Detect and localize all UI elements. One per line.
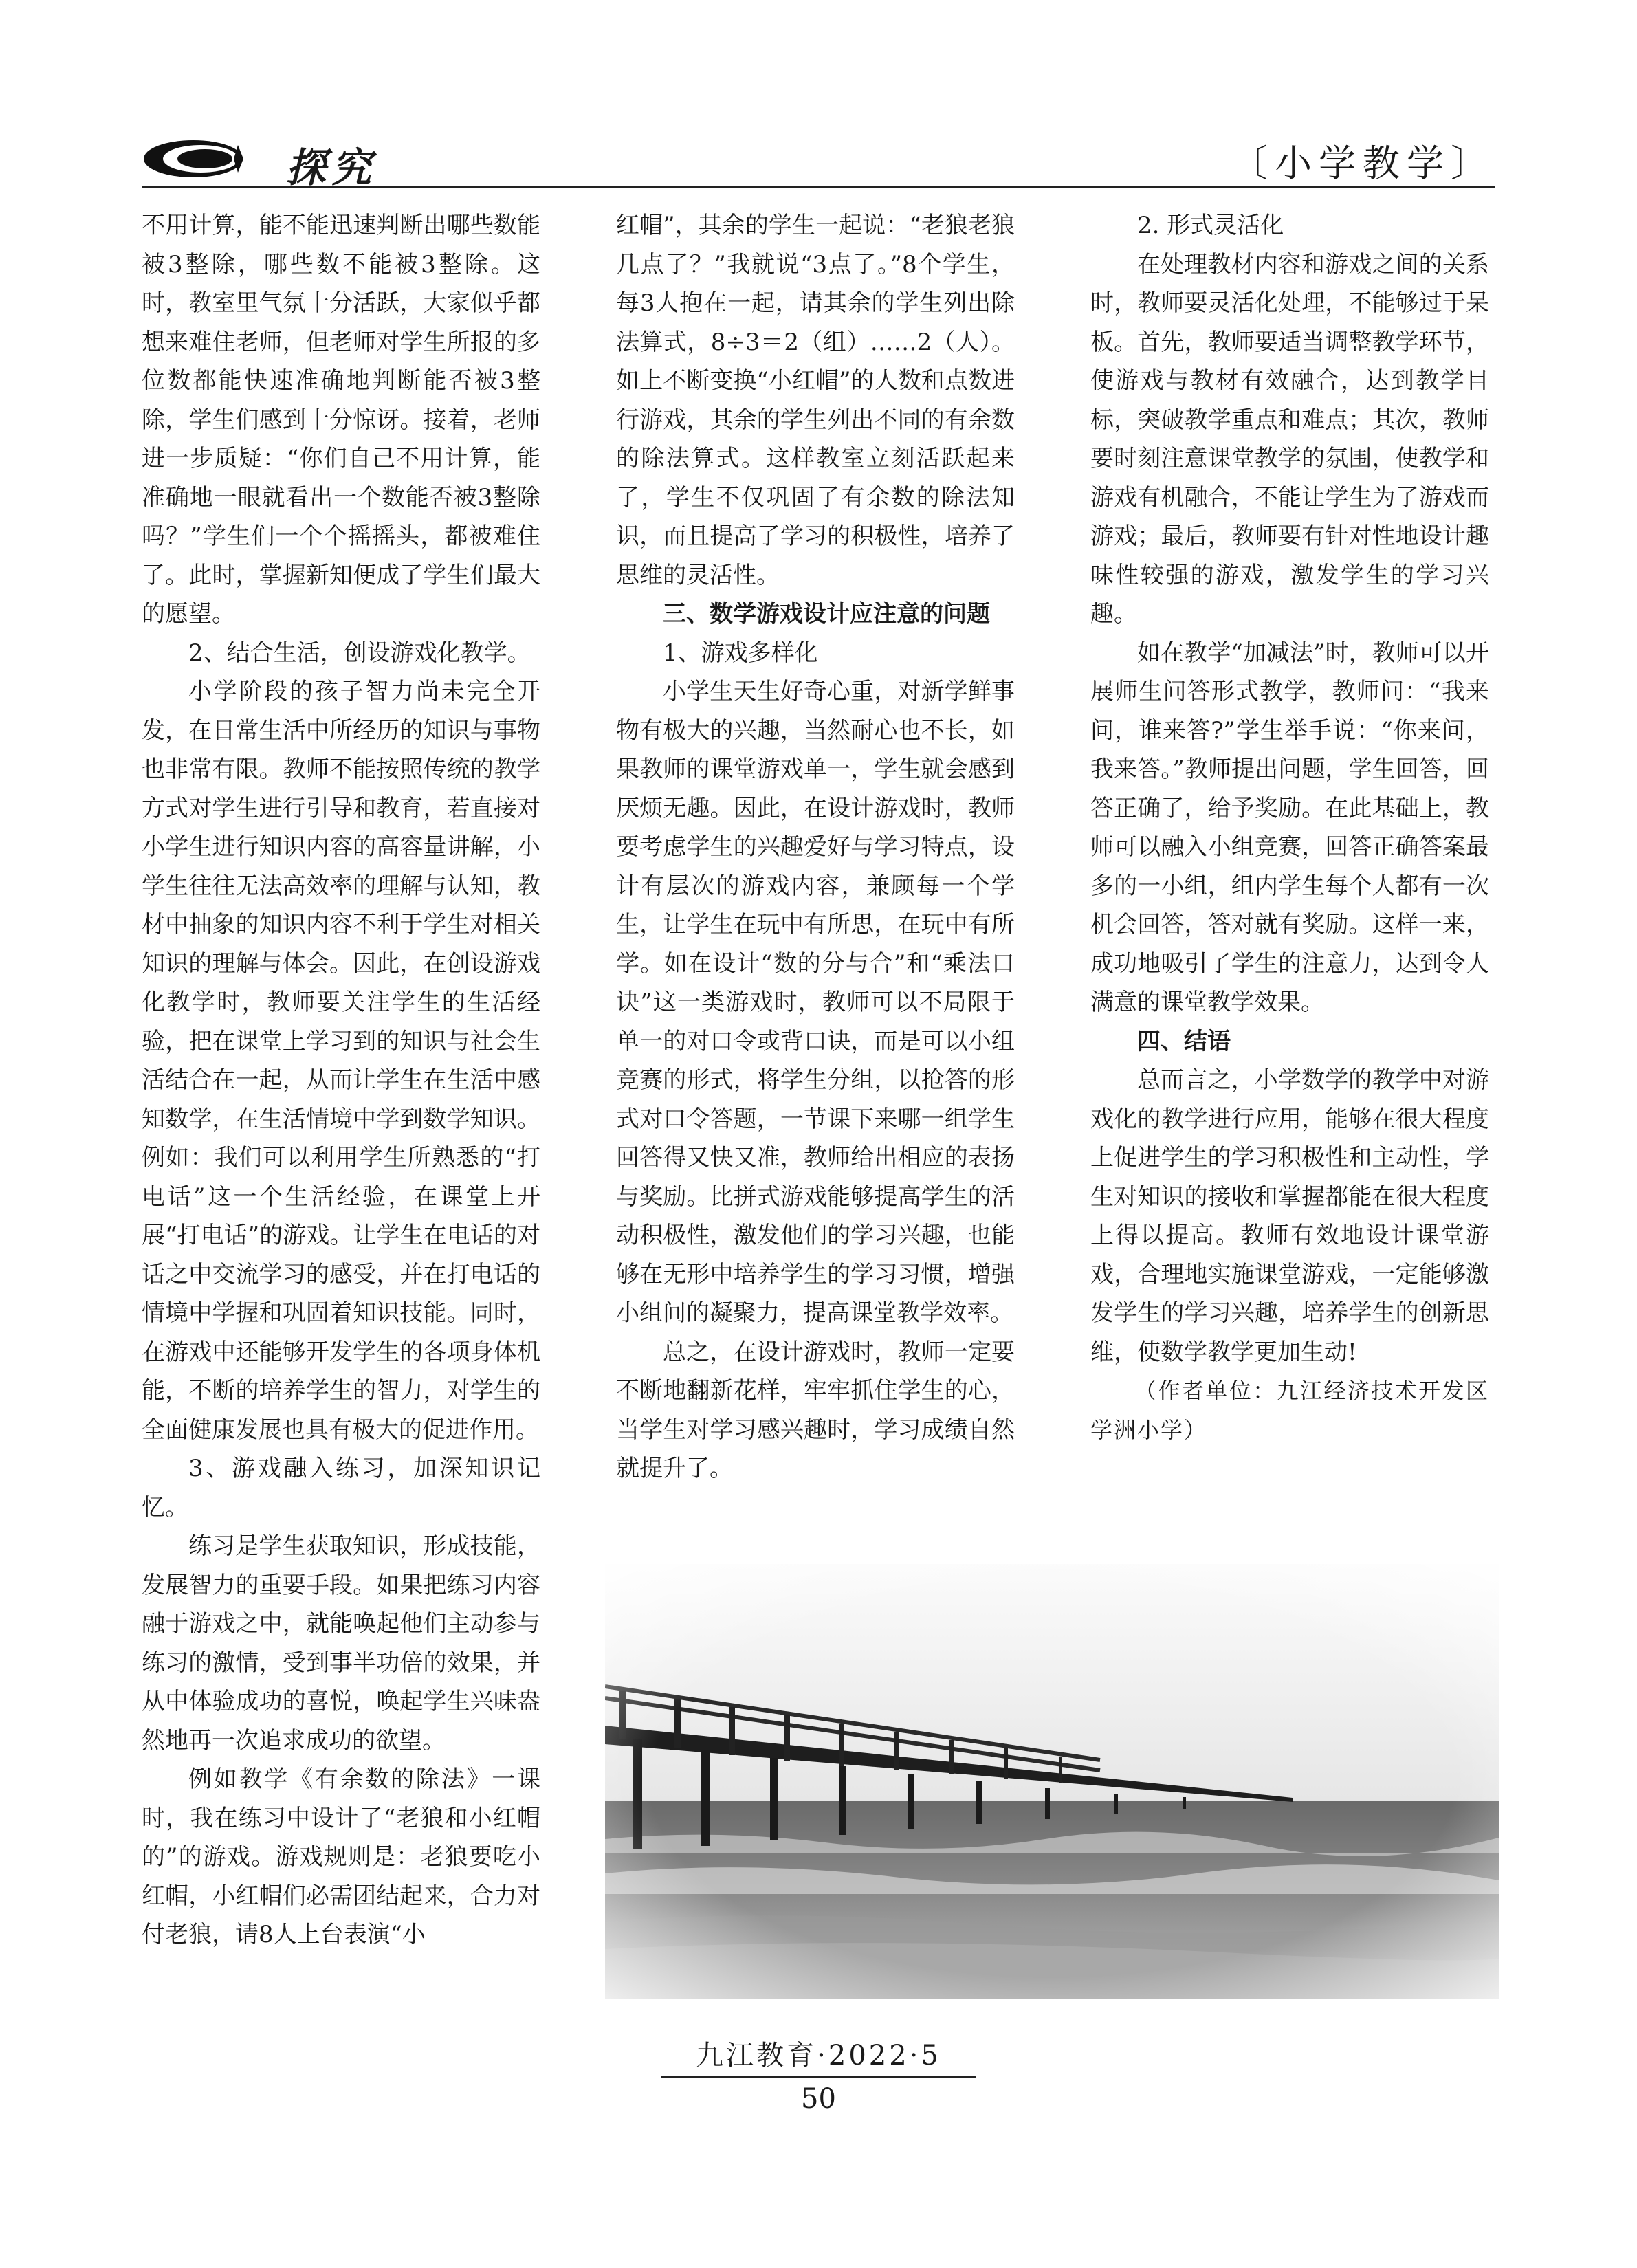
section-heading: 四、结语 <box>1137 1027 1231 1055</box>
subheading: 2、结合生活，创设游戏化教学。 <box>188 639 531 667</box>
paragraph: 小学阶段的孩子智力尚未完全开发，在日常生活中所经历的知识与事物也非常有限。教师不能按照传统的教学方式对学生进行引导和教育，若直接对小学生进行知识内容的高容量讲解，小学生往往无法高效率的理解与认知，教材中抽象的知识内容不利于学生对相关知识的理解与体会。因此，在创设游戏化教学时，教师要关注学生的生活经验，把在课堂上学习到的知识与社会生活结合在一起，从而让学生在生活中感知数学，在生活情境中学到数学知识。例如：我们可以利用学生所熟悉的“打电话”这一个生活经验，在课堂上开展“打电话”的游戏。让学生在电话的对话之中交流学习的感受，并在打电话的情境中学握和巩固着知识技能。同时，在游戏中还能够开发学生的各项身体机能，不断的培养学生的智力，对学生的全面健康发展也具有极大的促进作用。 <box>142 678 540 1444</box>
paragraph: 练习是学生获取知识，形成技能，发展智力的重要手段。如果把练习内容融于游戏之中，就能唤起他们主动参与练习的激情，受到事半功倍的效果，并从中体验成功的喜悦，唤起学生兴味盎然地再一次追求成功的欲望。 <box>142 1532 540 1754</box>
subheading: 2. 形式灵活化 <box>1137 212 1284 239</box>
paragraph: 在处理教材内容和游戏之间的关系时，教师要灵活化处理，不能够过于呆板。首先，教师要适当调整教学环节，使游戏与教材有效融合，达到教学目标，突破教学重点和难点；其次，教师要时刻注意课堂教学的氛围，使教学和游戏有机融合，不能让学生为了游戏而游戏；最后，教师要有针对性地设计趣味性较强的游戏，激发学生的学习兴趣。 <box>1090 250 1489 628</box>
section-heading: 三、数学游戏设计应注意的问题 <box>663 600 990 628</box>
text-column-2 <box>616 206 1015 1488</box>
banner-rule <box>661 2076 976 2078</box>
header-title: 探究 <box>286 144 377 191</box>
page-header <box>142 134 1495 189</box>
journal-banner <box>668 2035 969 2076</box>
subheading: 3、游戏融入练习，加深知识记忆。 <box>142 1455 540 1521</box>
page-number: 50 <box>801 2083 836 2115</box>
logo-icon <box>142 138 245 179</box>
paragraph: 小学生天生好奇心重，对新学鲜事物有极大的兴趣，当然耐心也不长，如果教师的课堂游戏单一，学生就会感到厌烦无趣。因此，在设计游戏时，教师要考虑学生的兴趣爱好与学习特点，设计有层次的游戏内容，兼顾每一个学生，让学生在玩中有所思，在玩中有所学。如在设计“数的分与合”和“乘法口诀”这一类游戏时，教师可以不局限于单一的对口令或背口诀，而是可以小组竞赛的形式，将学生分组，以抢答的形式对口令答题，一节课下来哪一组学生回答得又快又准，教师给出相应的表扬与奖励。比拼式游戏能够提高学生的活动积极性，激发他们的学习兴趣，也能够在无形中培养学生的学习习惯，增强小组间的凝聚力，提高课堂教学效率。 <box>616 678 1015 1327</box>
page-footer <box>0 2035 1637 2076</box>
paragraph: 如在教学“加减法”时，教师可以开展师生问答形式教学，教师问：“我来问，谁来答?”学生举手说：“你来问，我来答。”教师提出问题，学生回答，回答正确了，给予奖励。在此基础上，教师可以融入小组竞赛，回答正确答案最多的一小组，组内学生每个人都有一次机会回答，答对就有奖励。这样一来，成功地吸引了学生的注意力，达到令人满意的课堂教学效果。 <box>1090 639 1489 1016</box>
journal-title: 九江教育·2022·5 <box>696 2040 941 2071</box>
pier-photo <box>605 1564 1499 1999</box>
paragraph: 不用计算，能不能迅速判断出哪些数能被3整除，哪些数不能被3整除。这时，教室里气氛十分活跃，大家似乎都想来难住老师，但老师对学生所报的多位数都能快速准确地判断能否被3整除，学生们感到十分惊讶。接着，老师进一步质疑：“你们自己不用计算，能准确地一眼就看出一个数能否被3整除吗？”学生们一个个摇摇头，都被难住了。此时，掌握新知便成了学生们最大的愿望。 <box>142 212 540 628</box>
paragraph: 红帽”，其余的学生一起说：“老狼老狼几点了？”我就说“3点了。”8个学生，每3人抱在一起，请其余的学生列出除法算式，8÷3＝2（组）……2（人）。如上不断变换“小红帽”的人数和点数进行游戏，其余的学生列出不同的有余数的除法算式。这样教室立刻活跃起来了，学生不仅巩固了有余数的除法知识，而且提高了学习的积极性，培养了思维的灵活性。 <box>616 212 1015 589</box>
text-column-3 <box>1090 206 1489 1449</box>
author-affiliation: （作者单位：九江经济技术开发区学洲小学） <box>1090 1378 1489 1443</box>
header-section-label: 〔小学教学〕 <box>1231 142 1495 185</box>
text-column-1 <box>142 206 540 1955</box>
header-rule <box>142 186 1495 188</box>
paragraph: 总而言之，小学数学的教学中对游戏化的教学进行应用，能够在很大程度上促进学生的学习积极性和主动性，学生对知识的接收和掌握都能在很大程度上得以提高。教师有效地设计课堂游戏，合理地实施课堂游戏，一定能够激发学生的学习兴趣，培养学生的创新思维，使数学教学更加生动! <box>1090 1066 1489 1366</box>
subheading: 1、游戏多样化 <box>663 639 818 667</box>
paragraph: 例如教学《有余数的除法》一课时，我在练习中设计了“老狼和小红帽的”的游戏。游戏规则是：老狼要吃小红帽，小红帽们必需团结起来，合力对付老狼，请8人上台表演“小 <box>142 1765 540 1948</box>
paragraph: 总之，在设计游戏时，教师一定要不断地翻新花样，牢牢抓住学生的心，当学生对学习感兴趣时，学习成绩自然就提升了。 <box>616 1338 1015 1482</box>
